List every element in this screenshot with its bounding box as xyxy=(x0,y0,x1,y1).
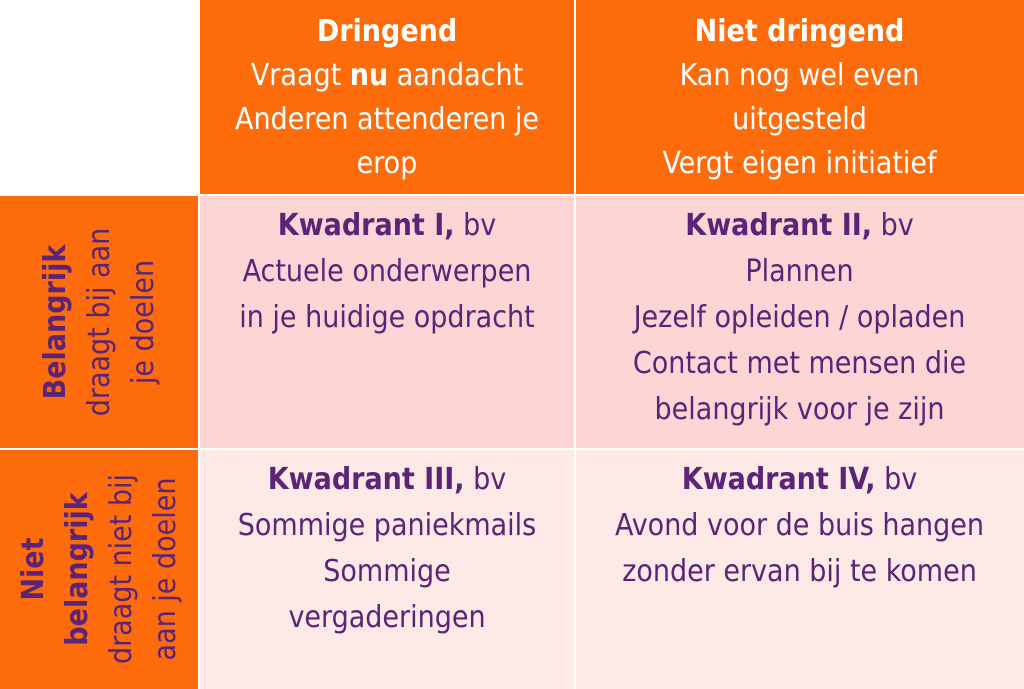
quadrant-line: Actuele onderwerpen xyxy=(242,254,532,289)
quadrant-title xyxy=(199,457,575,503)
quadrant-name: Kwadrant IV, xyxy=(681,462,876,497)
quadrant-line: in je huidige opdracht xyxy=(239,300,535,335)
grid-divider xyxy=(0,448,1024,450)
quadrant-suffix: bv xyxy=(454,208,497,243)
quadrant-line: Contact met mensen die xyxy=(632,346,967,381)
column-title: Niet dringend xyxy=(694,14,905,49)
grid-divider xyxy=(574,0,576,689)
quadrant-2 xyxy=(575,195,1024,449)
quadrant-line: Avond voor de buis hangen xyxy=(615,508,984,543)
column-line: Kan nog wel even xyxy=(679,58,920,93)
quadrant-suffix: bv xyxy=(875,462,918,497)
quadrant-line: Jezelf opleiden / opladen xyxy=(633,300,966,335)
row-line: je doelen xyxy=(125,259,161,385)
grid-divider xyxy=(198,0,200,689)
quadrant-name: Kwadrant I, xyxy=(277,208,455,243)
quadrant-suffix: bv xyxy=(872,208,914,243)
quadrant-line: vergaderingen xyxy=(288,600,486,635)
row-title: Niet xyxy=(15,537,51,601)
column-line: erop xyxy=(356,146,418,181)
row-header-niet-belangrijk xyxy=(0,449,199,689)
row-line: draagt bij aan xyxy=(81,227,117,417)
quadrant-1 xyxy=(199,195,575,449)
column-header-dringend xyxy=(199,0,575,195)
quadrant-line: belangrijk voor je zijn xyxy=(654,392,945,427)
row-title: belangrijk xyxy=(59,492,95,646)
column-line-emphasis: nu xyxy=(349,58,389,93)
quadrant-3 xyxy=(199,449,575,689)
row-header-text xyxy=(12,474,188,664)
quadrant-line: Plannen xyxy=(745,254,854,289)
column-line xyxy=(251,54,523,98)
row-line: aan je doelen xyxy=(147,477,183,661)
column-line: uitgesteld xyxy=(732,102,867,137)
column-header-niet-dringend xyxy=(575,0,1024,195)
row-line: draagt niet bij xyxy=(103,473,139,665)
quadrant-4 xyxy=(575,449,1024,689)
quadrant-line: zonder ervan bij te komen xyxy=(622,554,977,589)
quadrant-name: Kwadrant III, xyxy=(267,462,465,497)
row-title: Belangrijk xyxy=(37,244,73,400)
column-line: Vergt eigen initiatief xyxy=(662,146,937,181)
column-line-text: Vraagt xyxy=(250,58,350,93)
column-line-text: aandacht xyxy=(388,58,524,93)
quadrant-title xyxy=(199,203,575,249)
row-header-belangrijk xyxy=(0,195,199,449)
corner-cell xyxy=(0,0,199,195)
column-line: Anderen attenderen je xyxy=(234,102,540,137)
quadrant-name: Kwadrant II, xyxy=(685,208,873,243)
quadrant-title xyxy=(575,203,1024,249)
grid-divider xyxy=(0,194,1024,196)
quadrant-title xyxy=(575,457,1024,503)
column-title: Dringend xyxy=(316,14,458,49)
row-header-text xyxy=(34,228,166,416)
quadrant-suffix: bv xyxy=(464,462,507,497)
quadrant-line: Sommige xyxy=(323,554,451,589)
quadrant-line: Sommige paniekmails xyxy=(237,508,537,543)
